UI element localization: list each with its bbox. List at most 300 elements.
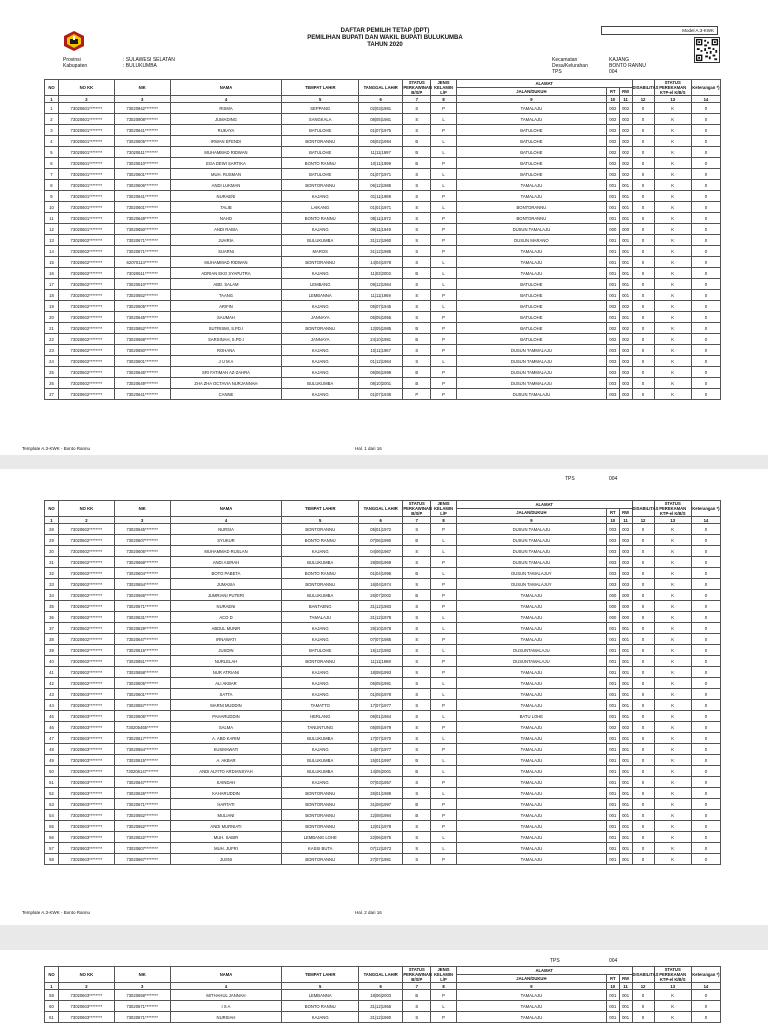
column-number: 3 — [114, 96, 170, 103]
voter-name: JUMADING — [170, 114, 282, 125]
voter-name: ROHANA — [170, 345, 282, 356]
rw-number: 001 — [619, 279, 632, 290]
rt-number: 002 — [606, 136, 619, 147]
gender: P — [431, 634, 457, 645]
nik-number: 73020631******** — [114, 612, 170, 623]
column-number: 11 — [619, 983, 632, 990]
row-number: 52 — [45, 788, 59, 799]
rt-number: 001 — [606, 290, 619, 301]
birthdate: 16|04|1974 — [359, 579, 403, 590]
ktp-status: K — [654, 579, 691, 590]
village-label: Desa/Kelurahan — [552, 63, 588, 69]
birthdate: 17|07|1970 — [359, 733, 403, 744]
kk-number: 73020601******** — [58, 125, 114, 136]
voter-name: MUHAMMAD RIDWAN — [170, 257, 282, 268]
rw-number: 002 — [619, 147, 632, 158]
rw-number: 001 — [619, 268, 632, 279]
rw-number: 003 — [619, 378, 632, 389]
ktp-status: K — [654, 147, 691, 158]
remarks: 0 — [691, 689, 720, 700]
ktp-status: K — [654, 990, 691, 1001]
remarks: 0 — [691, 147, 720, 158]
rt-number: 001 — [606, 821, 619, 832]
gender: P — [431, 590, 457, 601]
column-number: 5 — [282, 983, 359, 990]
address-street: BATULOHE — [456, 169, 606, 180]
voter-name: ABDUL MUNIR — [170, 623, 282, 634]
voter-name: RISMA — [170, 103, 282, 114]
disability: 0 — [632, 656, 654, 667]
row-number: 40 — [45, 656, 59, 667]
header-nik: NIK — [114, 80, 170, 96]
rt-number: 001 — [606, 213, 619, 224]
table-row — [45, 356, 721, 367]
remarks: 0 — [691, 334, 720, 345]
disability: 0 — [632, 169, 654, 180]
rt-number: 001 — [606, 1001, 619, 1012]
table-row — [45, 224, 721, 235]
birthplace: KAJANG — [282, 268, 359, 279]
birthplace: BONTORANNU — [282, 323, 359, 334]
kk-number: 73020602******** — [58, 367, 114, 378]
rw-number: 003 — [619, 546, 632, 557]
rt-number: 001 — [606, 990, 619, 1001]
table-row — [45, 202, 721, 213]
row-number: 55 — [45, 821, 59, 832]
rt-number: 001 — [606, 854, 619, 865]
footer-template: Template A.3-KWK - Bonto Rannu — [22, 910, 91, 915]
birthplace: BONTORANNU — [282, 524, 359, 535]
rt-number: 001 — [606, 843, 619, 854]
row-number: 23 — [45, 345, 59, 356]
address-street: BONTORANNU — [456, 213, 606, 224]
ktp-status: K — [654, 301, 691, 312]
birthdate: 08|10|2001 — [359, 378, 403, 389]
rt-number: 003 — [606, 367, 619, 378]
ktp-status: K — [654, 246, 691, 257]
header-birthplace: TEMPAT LAHIR — [282, 501, 359, 517]
address-street: TAMALAJU — [456, 733, 606, 744]
nik-number: 73020652******** — [114, 810, 170, 821]
voter-name: JUMRIANI PUTERI — [170, 590, 282, 601]
nik-number: 73020605******** — [114, 678, 170, 689]
ktp-status: K — [654, 656, 691, 667]
nik-number: 73020654******** — [114, 744, 170, 755]
rw-number: 001 — [619, 180, 632, 191]
rt-number: 000 — [606, 601, 619, 612]
voter-name: ZHA ZHA OCTAVIA NURJANNAH — [170, 378, 282, 389]
nik-number: 73020668******** — [114, 557, 170, 568]
column-number: 5 — [282, 96, 359, 103]
remarks: 0 — [691, 213, 720, 224]
kk-number: 73020601******** — [58, 114, 114, 125]
remarks: 0 — [691, 180, 720, 191]
rw-number: 001 — [619, 799, 632, 810]
marital-status: B — [403, 268, 431, 279]
birthdate: 01|07|1936 — [359, 389, 403, 400]
disability: 0 — [632, 711, 654, 722]
birthplace: KAJANG — [282, 301, 359, 312]
header-ktp-status: STATUS PEREKAMAN KTP-el K/B/S — [654, 80, 691, 96]
marital-status: B — [403, 334, 431, 345]
gender: P — [431, 1012, 457, 1023]
birthplace: KAJANG — [282, 634, 359, 645]
kk-number: 73020603******** — [58, 788, 114, 799]
rt-number: 003 — [606, 557, 619, 568]
address-street: TAMALAJU — [456, 257, 606, 268]
marital-status: S — [403, 1012, 431, 1023]
table-row — [45, 524, 721, 535]
rw-number: 001 — [619, 645, 632, 656]
disability: 0 — [632, 389, 654, 400]
table-row — [45, 656, 721, 667]
rw-number: 002 — [619, 125, 632, 136]
birthdate: 26|07|2002 — [359, 590, 403, 601]
ktp-status: K — [654, 755, 691, 766]
column-number: 6 — [359, 983, 403, 990]
ktp-status: K — [654, 733, 691, 744]
ktp-status: K — [654, 799, 691, 810]
ktp-status: K — [654, 257, 691, 268]
table-row — [45, 990, 721, 1001]
rw-number: 003 — [619, 568, 632, 579]
marital-status: B — [403, 136, 431, 147]
address-street: TAMALAJU — [456, 612, 606, 623]
ktp-status: K — [654, 1001, 691, 1012]
address-street: TAMALAJU — [456, 1012, 606, 1023]
model-label: Model A.3-KWK — [601, 26, 718, 35]
remarks: 0 — [691, 634, 720, 645]
rw-number: 000 — [619, 612, 632, 623]
birthdate: 10|11|1967 — [359, 345, 403, 356]
kk-number: 73020602******** — [58, 645, 114, 656]
ktp-status: K — [654, 722, 691, 733]
table-row — [45, 634, 721, 645]
rt-number: 001 — [606, 733, 619, 744]
marital-status: B — [403, 810, 431, 821]
address-street: DUSUN TAMALAJU — [456, 557, 606, 568]
rt-number: 002 — [606, 323, 619, 334]
row-number: 56 — [45, 832, 59, 843]
rt-number: 002 — [606, 103, 619, 114]
column-number: 2 — [58, 983, 114, 990]
row-number: 15 — [45, 257, 59, 268]
kk-number: 73020603******** — [58, 711, 114, 722]
rw-number: 003 — [619, 557, 632, 568]
kk-number: 73020603******** — [58, 832, 114, 843]
nik-number: 73020646******** — [114, 367, 170, 378]
remarks: 0 — [691, 323, 720, 334]
kk-number: 73020602******** — [58, 389, 114, 400]
voter-name: MULIANI — [170, 810, 282, 821]
rt-number: 001 — [606, 689, 619, 700]
remarks: 0 — [691, 356, 720, 367]
table-row — [45, 590, 721, 601]
disability: 0 — [632, 136, 654, 147]
birthplace: SANGKALA — [282, 114, 359, 125]
voter-name: NAHO — [170, 213, 282, 224]
marital-status: B — [403, 990, 431, 1001]
header-birthplace: TEMPAT LAHIR — [282, 80, 359, 96]
voter-name: ANDI MURNIATI — [170, 821, 282, 832]
remarks: 0 — [691, 722, 720, 733]
birthplace: BATULOHE — [282, 147, 359, 158]
ktp-status: K — [654, 114, 691, 125]
remarks: 0 — [691, 579, 720, 590]
rt-number: 001 — [606, 246, 619, 257]
rw-number: 001 — [619, 191, 632, 202]
disability: 0 — [632, 678, 654, 689]
birthplace: BULUKUMBA — [282, 733, 359, 744]
marital-status: B — [403, 378, 431, 389]
ktp-status: K — [654, 224, 691, 235]
row-number: 26 — [45, 378, 59, 389]
nik-number: 73020611******** — [114, 268, 170, 279]
row-number: 38 — [45, 634, 59, 645]
birthdate: 24|10|1981 — [359, 334, 403, 345]
gender: P — [431, 990, 457, 1001]
remarks: 0 — [691, 590, 720, 601]
birthdate: 08|05|1981 — [359, 114, 403, 125]
gender: P — [431, 334, 457, 345]
voter-name: SATTA — [170, 689, 282, 700]
birthplace: BONTO RANNU — [282, 158, 359, 169]
remarks: 0 — [691, 744, 720, 755]
disability: 0 — [632, 579, 654, 590]
rw-number: 001 — [619, 656, 632, 667]
nik-number: 73020611******** — [114, 147, 170, 158]
birthplace: KAJANG — [282, 678, 359, 689]
rw-number: 001 — [619, 1001, 632, 1012]
address-street: BATULOHE — [456, 125, 606, 136]
table-row — [45, 722, 721, 733]
column-number: 10 — [606, 96, 619, 103]
address-street: TAMALAJU — [456, 799, 606, 810]
table-row — [45, 744, 721, 755]
marital-status: S — [403, 557, 431, 568]
row-number: 7 — [45, 169, 59, 180]
remarks: 0 — [691, 678, 720, 689]
table-row — [45, 799, 721, 810]
gender: P — [431, 312, 457, 323]
title-line-2: PEMILIHAN BUPATI DAN WAKIL BUPATI BULUKUMBA — [307, 35, 463, 41]
marital-status: S — [403, 290, 431, 301]
disability: 0 — [632, 378, 654, 389]
birthdate: 29|10|1978 — [359, 623, 403, 634]
marital-status: S — [403, 579, 431, 590]
remarks: 0 — [691, 568, 720, 579]
birthplace: BULUKUMBA — [282, 378, 359, 389]
header-kk: NO KK — [58, 967, 114, 983]
document-page-3 — [0, 950, 768, 1024]
row-number: 59 — [45, 990, 59, 1001]
disability: 0 — [632, 623, 654, 634]
rt-number: 001 — [606, 268, 619, 279]
ktp-status: K — [654, 279, 691, 290]
remarks: 0 — [691, 601, 720, 612]
row-number: 22 — [45, 334, 59, 345]
disability: 0 — [632, 777, 654, 788]
kk-number: 73020601******** — [58, 180, 114, 191]
header-disability: DISABILITAS — [632, 967, 654, 983]
remarks: 0 — [691, 843, 720, 854]
rw-number: 001 — [619, 788, 632, 799]
birthplace: BATULOHE — [282, 125, 359, 136]
remarks: 0 — [691, 279, 720, 290]
header-ktp-status: STATUS PEREKAMAN KTP-el K/B/S — [654, 967, 691, 983]
table-row — [45, 103, 721, 114]
address-street: DUSUN TAMALAJU — [456, 535, 606, 546]
address-street: TAMALAJU — [456, 268, 606, 279]
voter-table — [44, 79, 721, 400]
table-row — [45, 323, 721, 334]
birthplace: TAMATTO — [282, 700, 359, 711]
disability: 0 — [632, 334, 654, 345]
gender: L — [431, 257, 457, 268]
marital-status: S — [403, 114, 431, 125]
gender: P — [431, 777, 457, 788]
voter-name: IRNAWATI — [170, 634, 282, 645]
rt-number: 001 — [606, 1012, 619, 1023]
marital-status: S — [403, 213, 431, 224]
row-number: 3 — [45, 125, 59, 136]
gender: P — [431, 246, 457, 257]
marital-status: B — [403, 147, 431, 158]
birthplace: BONTORANNU — [282, 656, 359, 667]
birthdate: 02|03|1981 — [359, 103, 403, 114]
ktp-status: K — [654, 367, 691, 378]
birthplace: BONTORANNU — [282, 799, 359, 810]
ktp-status: K — [654, 678, 691, 689]
rt-number: 001 — [606, 279, 619, 290]
header-rt: RT — [606, 975, 619, 983]
address-street: TAMALAJU — [456, 246, 606, 257]
voter-name: KUSMAWATI — [170, 744, 282, 755]
birthdate: 14|07|1977 — [359, 744, 403, 755]
marital-status: S — [403, 246, 431, 257]
gender: L — [431, 180, 457, 191]
rw-number: 003 — [619, 367, 632, 378]
rw-number: 001 — [619, 689, 632, 700]
document-page-2 — [0, 470, 768, 950]
remarks: 0 — [691, 656, 720, 667]
rw-number: 002 — [619, 169, 632, 180]
gender: P — [431, 854, 457, 865]
gender: P — [431, 700, 457, 711]
kk-number: 73020601******** — [58, 147, 114, 158]
birthdate: 12|01|1978 — [359, 821, 403, 832]
column-number: 10 — [606, 517, 619, 524]
disability: 0 — [632, 821, 654, 832]
voter-name: JUSNI — [170, 854, 282, 865]
rt-number: 002 — [606, 334, 619, 345]
birthplace: KAJANG — [282, 546, 359, 557]
birthplace: JANNAYA — [282, 312, 359, 323]
table-row — [45, 601, 721, 612]
remarks: 0 — [691, 832, 720, 843]
voter-name: IRWAN EFENDI — [170, 136, 282, 147]
header-gender: JENIS KELAMIN L/P — [431, 80, 457, 96]
rw-number: 001 — [619, 755, 632, 766]
tps-label: TPS — [552, 69, 562, 75]
voter-name: SUARNI — [170, 246, 282, 257]
kk-number: 73020603******** — [58, 990, 114, 1001]
nik-number: 73020652******** — [114, 821, 170, 832]
nik-number: 73020645******** — [114, 524, 170, 535]
rt-number: 001 — [606, 799, 619, 810]
rt-number: 003 — [606, 378, 619, 389]
ktp-status: K — [654, 766, 691, 777]
birthplace: BONTORANNU — [282, 257, 359, 268]
ktp-status: K — [654, 389, 691, 400]
voter-table — [44, 500, 721, 865]
address-street: TAMALAJU — [456, 191, 606, 202]
rw-number: 001 — [619, 1012, 632, 1023]
rt-number: 001 — [606, 191, 619, 202]
ktp-status: K — [654, 700, 691, 711]
marital-status: S — [403, 744, 431, 755]
rw-number: 001 — [619, 290, 632, 301]
voter-name: MITHAHUL JANNAH — [170, 990, 282, 1001]
rw-number: 003 — [619, 579, 632, 590]
table-row — [45, 546, 721, 557]
regency-label: Kabupaten — [63, 63, 88, 69]
nik-number: 730206147******* — [114, 766, 170, 777]
ktp-status: K — [654, 832, 691, 843]
remarks: 0 — [691, 378, 720, 389]
birthdate: 31|12|1960 — [359, 1012, 403, 1023]
nik-number: 73020651******** — [114, 656, 170, 667]
remarks: 0 — [691, 235, 720, 246]
rw-number: 001 — [619, 821, 632, 832]
column-number: 4 — [170, 983, 282, 990]
village-value: BONTO RANNU — [609, 63, 646, 69]
rt-number: 001 — [606, 744, 619, 755]
birthplace: BONTORANNU — [282, 810, 359, 821]
birthdate: 01|11|1989 — [359, 191, 403, 202]
marital-status: S — [403, 103, 431, 114]
voter-name: BOTO PABETA — [170, 568, 282, 579]
marital-status: S — [403, 312, 431, 323]
disability: 0 — [632, 235, 654, 246]
marital-status: S — [403, 821, 431, 832]
header-birthdate: TANGGAL LAHIR — [359, 967, 403, 983]
birthplace: KAJANG — [282, 367, 359, 378]
table-row — [45, 568, 721, 579]
disability: 0 — [632, 323, 654, 334]
disability: 0 — [632, 257, 654, 268]
marital-status: S — [403, 843, 431, 854]
nik-number: 73020605******** — [114, 301, 170, 312]
voter-name: NURLELAH — [170, 656, 282, 667]
remarks: 0 — [691, 711, 720, 722]
kk-number: 73020603******** — [58, 821, 114, 832]
kk-number: 73020602******** — [58, 356, 114, 367]
rt-number: 001 — [606, 667, 619, 678]
row-number: 39 — [45, 645, 59, 656]
ktp-status: K — [654, 623, 691, 634]
remarks: 0 — [691, 755, 720, 766]
address-street: TAMALAJU — [456, 114, 606, 125]
birthdate: 11|02|2002 — [359, 268, 403, 279]
disability: 0 — [632, 689, 654, 700]
voter-name: SALMA — [170, 722, 282, 733]
ktp-status: K — [654, 810, 691, 821]
birthdate: 17|07|1977 — [359, 700, 403, 711]
birthplace: BONTO RANNU — [282, 535, 359, 546]
rw-number: 001 — [619, 766, 632, 777]
gender: L — [431, 546, 457, 557]
